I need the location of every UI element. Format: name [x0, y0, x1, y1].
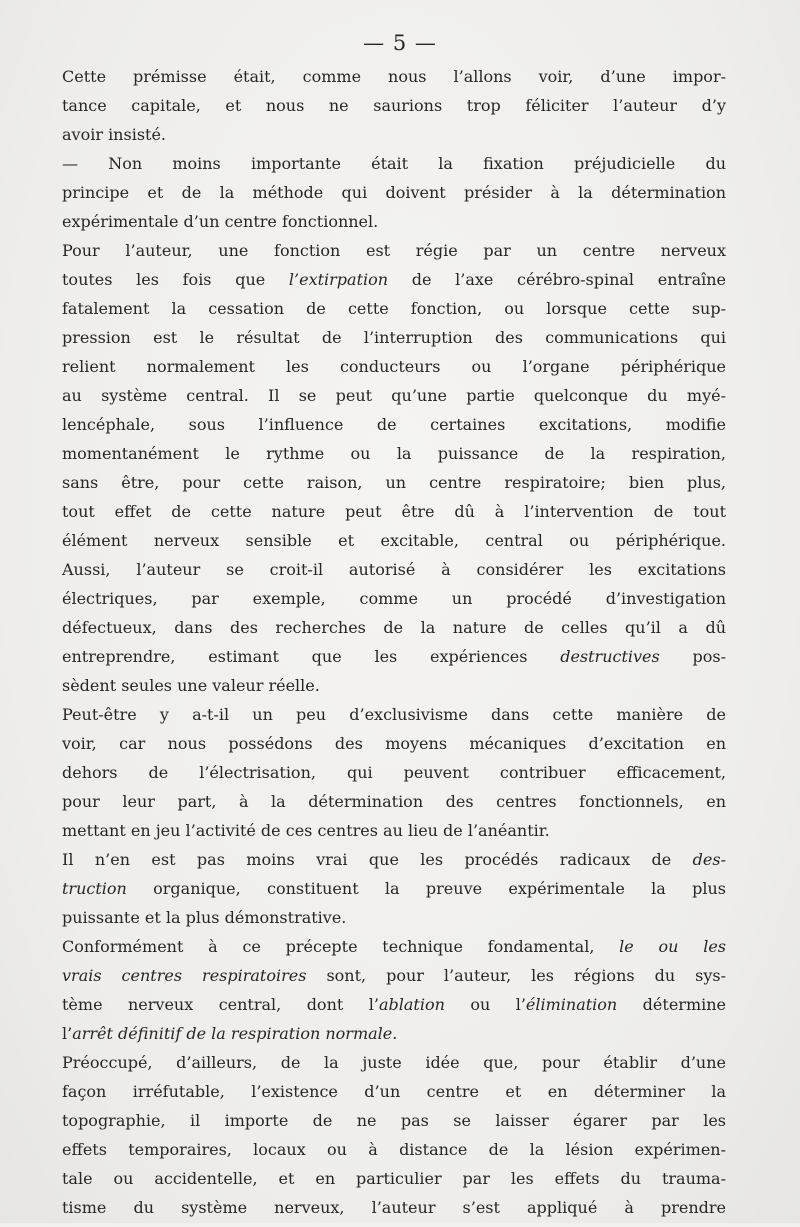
text-span: tème nerveux central, dont l’ [62, 995, 379, 1014]
text-line: puissante et la plus démonstrative. [62, 908, 347, 927]
text-line: voir, car nous possédons des moyens mécaniques d’excitation en [62, 734, 726, 753]
text-span: pos- [659, 647, 727, 666]
text-span: organique, constituent la preuve expérimentale la plus [126, 879, 726, 898]
text-line: tale ou accidentelle, et en particulier par les effets du trauma- [62, 1169, 726, 1188]
text-line [62, 937, 726, 966]
italic-text: truction [62, 879, 127, 898]
text-line: sèdent seules une valeur réelle. [62, 676, 320, 695]
text-span: entreprendre, estimant que les expériences [62, 647, 561, 666]
text-line: fatalement la cessation de cette fonction, ou lorsque cette sup- [62, 299, 726, 318]
text-line [62, 995, 726, 1024]
text-line: topographie, il importe de ne pas se laisser égarer par les [62, 1111, 726, 1130]
text-line: pression est le résultat de l’interruption des communications qui [62, 328, 726, 347]
text-line [62, 966, 726, 995]
text-line: pour leur part, à la détermination des centres fonctionnels, en [62, 792, 726, 811]
text-line: avoir insisté. [62, 125, 167, 144]
text-line [62, 241, 726, 270]
page-number: — 5 — [363, 31, 437, 55]
text-line [62, 1024, 726, 1053]
italic-text: des- [692, 850, 726, 869]
italic-text: arrêt définitif de la respiration normale. [72, 1024, 398, 1043]
text-line: tisme du système nerveux, l’auteur s’est appliqué à prendre [62, 1198, 726, 1217]
italic-text: l’extirpation [288, 270, 389, 289]
text-line: principe et de la méthode qui doivent présider à la détermination [62, 183, 726, 202]
text-line: Peut-être y a-t-il un peu d’exclusivisme dans cette manière de [62, 705, 726, 724]
text-span: de l’axe cérébro-spinal entraîne [388, 270, 726, 289]
text-line: relient normalement les conducteurs ou l’organe périphérique [62, 357, 726, 376]
text-line: tance capitale, et nous ne saurions trop féliciter l’auteur d’y [62, 96, 726, 115]
italic-text: élimination [525, 995, 618, 1014]
text-line [62, 647, 726, 676]
text-line: au système central. Il se peut qu’une partie quelconque du myé- [62, 386, 726, 405]
text-line: électriques, par exemple, comme un procédé d’investigation [62, 589, 726, 608]
text-line [62, 270, 726, 299]
text-line: Aussi, l’auteur se croit-il autorisé à considérer les excitations [62, 560, 726, 579]
text-line: effets temporaires, locaux ou à distance de la lésion expérimen- [62, 1140, 726, 1159]
text-line [62, 850, 726, 879]
text-line: tout effet de cette nature peut être dû à l’intervention de tout [62, 502, 726, 521]
text-span: l’ [62, 1024, 73, 1043]
text-line: — Non moins importante était la fixation préjudicielle du [62, 154, 726, 173]
text-line: façon irréfutable, l’existence d’un centre et en déterminer la [62, 1082, 726, 1101]
text-line [62, 879, 726, 908]
text-line: dehors de l’électrisation, qui peuvent contribuer efficacement, [62, 763, 726, 782]
text-span: Pour l’auteur, une fonction est régie par un centre nerveux [62, 241, 726, 260]
text-line: élément nerveux sensible et excitable, central ou périphérique. [62, 531, 726, 550]
text-line: Préoccupé, d’ailleurs, de la juste idée que, pour établir d’une [62, 1053, 726, 1072]
text-line: défectueux, dans des recherches de la nature de celles qu’il a dû [62, 618, 726, 637]
text-line: mettant en jeu l’activité de ces centres au lieu de l’anéantir. [62, 821, 550, 840]
text-span: Il n’en est pas moins vrai que les procédés radicaux de [62, 850, 693, 869]
text-span: détermine [617, 995, 726, 1014]
text-line: Cette prémisse était, comme nous l’allons voir, d’une impor- [62, 67, 726, 86]
text-span: Conformément à ce précepte technique fondamental, [62, 937, 620, 956]
body-text [62, 67, 726, 1227]
text-span: toutes les fois que [62, 270, 289, 289]
text-line: expérimentale d’un centre fonctionnel. [62, 212, 379, 231]
text-span: sont, pour l’auteur, les régions du sys- [306, 966, 726, 985]
text-line: momentanément le rythme ou la puissance de la respiration, [62, 444, 726, 463]
text-span: ou l’ [444, 995, 526, 1014]
italic-text: vrais centres respiratoires [62, 966, 307, 985]
italic-text: destructives [560, 647, 660, 666]
italic-text: ablation [378, 995, 445, 1014]
italic-text: le ou les [619, 937, 726, 956]
text-line: lencéphale, sous l’influence de certaines excitations, modifie [62, 415, 726, 434]
text-line: sans être, pour cette raison, un centre respiratoire; bien plus, [62, 473, 726, 492]
